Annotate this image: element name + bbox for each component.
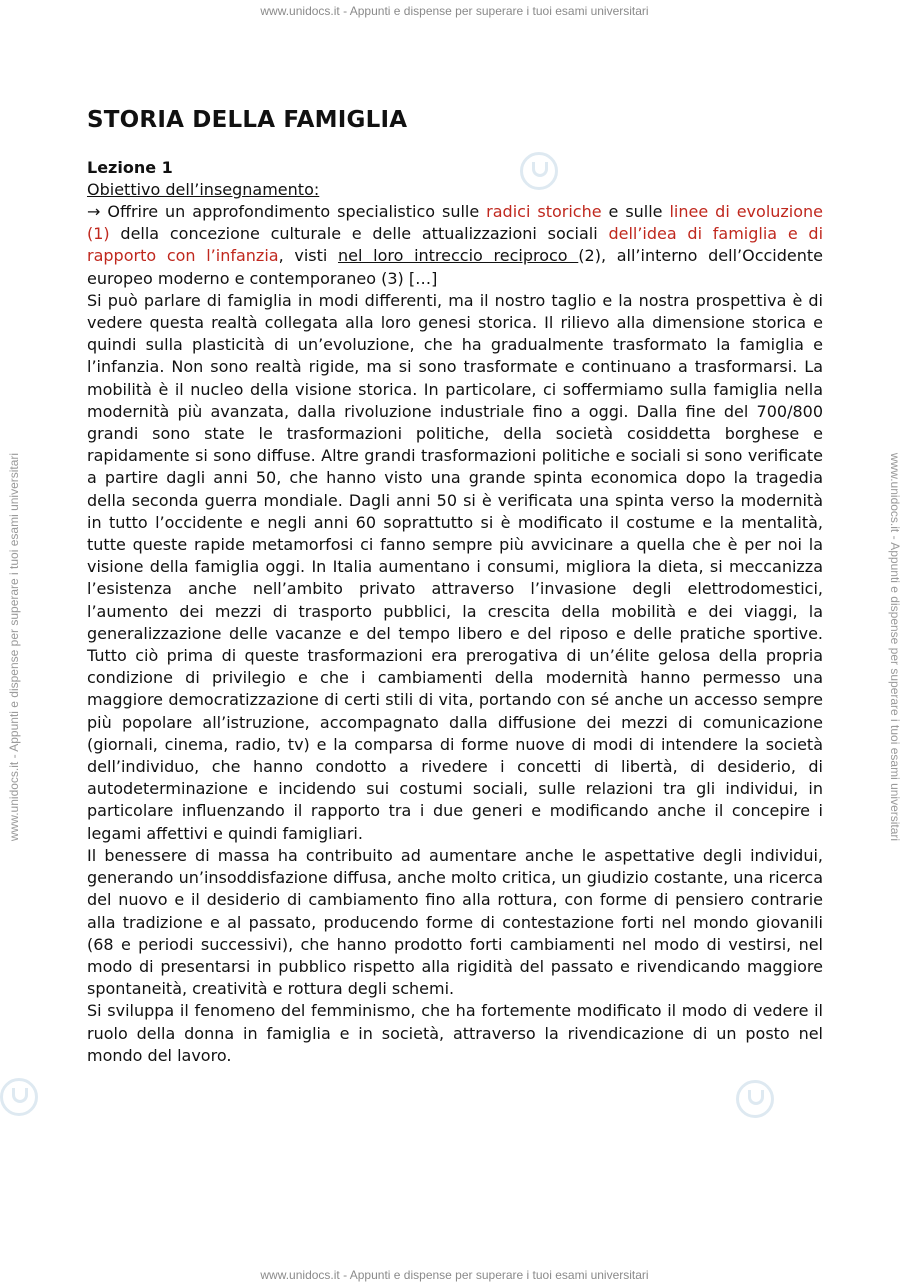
paragraph: Si può parlare di famiglia in modi differenti, ma il nostro taglio e la nostra prospettiva è di vedere questa realtà collegata alla loro genesi storica. Il rilievo alla dimensione storica e quindi sulla plasticità di un’evoluzione, che ha gradualmente trasformato la famiglia e l’infanzia. Non sono realtà rigide, ma si sono trasformate e continuano a trasformarsi. La mobilità è il nucleo della visione storica. In particolare, ci soffermiamo sulla famiglia nella modernità più avanzata, dalla rivoluzione industriale fino a oggi. Dalla fine del 700/800 grandi sono state le trasformazioni politiche, della società cosiddetta borghese e rapidamente si sono diffuse. Altre grandi trasformazioni politiche e sociali si sono verificate a partire dagli anni 50, che hanno visto una grande spinta economica dopo la tragedia della seconda guerra mondiale. Dagli anni 50 si è verificata una spinta verso la modernità in tutto l’occidente e negli anni 60 soprattutto si è modificato il costume e la mentalità, tutte queste rapide metamorfosi ci fanno sempre più avvicinare a quella che è per noi la visione della famiglia oggi. In Italia aumentano i consumi, migliora la dieta, si meccanizza l’esistenza anche nell’ambito privato attraverso l’invasione degli elettrodomestici, l’aumento dei mezzi di trasporto pubblici, la crescita della mobilità e dei viaggi, la generalizzazione delle vacanze e del tempo libero e del riposo e delle pratiche sportive. Tutto ciò prima di queste trasformazioni era prerogativa di un’élite gelosa della propria condizione di privilegio e che i cambiamenti della modernità hanno permesso una maggiore democratizzazione di certi stili di vita, portando con sé anche un accesso sempre più popolare all’istruzione, accompagnato dalla diffusione dei mezzi di comunicazione (giornali, cinema, radio, tv) e la comparsa di forme nuove di modi di intendere la società dell’individuo, che hanno condotto a rivedere i concetti di libertà, di desiderio, di autodeterminazione e incidendo sui costumi sociali, sulle relazioni tra gli individui, in particolare influenzando il rapporto tra i due generi e modificando anche il concepire i legami affettivi e quindi famigliari. (87, 290, 823, 843)
objective-highlight-family-idea: dell’idea di famiglia e di rapporto con l’infanzia (87, 224, 824, 266)
unidocs-logo-icon (0, 1078, 38, 1116)
objective-text-5: (2), all’interno dell’Occidente europeo moderno e contemporaneo (3) […] (87, 246, 823, 288)
paragraph: Il benessere di massa ha contribuito ad aumentare anche le aspettative degli individui, generando un’insoddisfazione diffusa, anche molto critica, un giudizio costante, una ricerca del nuovo e il desiderio di cambiamento fino alla rottura, con forme di pensiero contrarie alla tradizione e al passato, producendo forme di contestazione forti nel mondo giovanili (68 e periodi successivi), che hanno prodotto forti cambiamenti nel modo di vestirsi, nel modo di presentarsi in pubblico rispetto alla rigidità del passato e rivendicando maggiore spontaneità, creatività e rottura degli schemi. (87, 845, 823, 999)
objective-heading: Obiettivo dell’insegnamento: (87, 180, 320, 199)
objective-text-3: della concezione culturale e delle attualizzazioni sociali (109, 224, 609, 244)
objective-paragraph (87, 201, 823, 290)
objective-text-2: e sulle (601, 202, 670, 221)
lesson-heading: Lezione 1 (87, 158, 173, 177)
objective-highlight-evolution: linee di evoluzione (1) (87, 202, 824, 244)
objective-text-1: → Offrire un approfondimento specialistico sulle (87, 202, 487, 221)
objective-underlined-text: nel loro intreccio reciproco (338, 246, 579, 266)
watermark-side-right: www.unidocs.it - Appunti e dispense per superare i tuoi esami universitari (888, 452, 902, 842)
objective-highlight-roots: radici storiche (486, 202, 602, 221)
watermark-footer: www.unidocs.it - Appunti e dispense per superare i tuoi esami universitari (260, 1268, 649, 1282)
unidocs-logo-icon (736, 1080, 774, 1118)
document-body (87, 107, 823, 1067)
objective-text-4: , visti (278, 246, 339, 266)
document-title: STORIA DELLA FAMIGLIA (87, 107, 408, 133)
watermark-header: www.unidocs.it - Appunti e dispense per superare i tuoi esami universitari (260, 4, 649, 18)
watermark-side-left: www.unidocs.it - Appunti e dispense per superare i tuoi esami universitari (7, 452, 21, 842)
paragraph: Si sviluppa il fenomeno del femminismo, che ha fortemente modificato il modo di vedere il ruolo della donna in famiglia e in società, attraverso la rivendicazione di un posto nel mondo del lavoro. (87, 1001, 823, 1065)
